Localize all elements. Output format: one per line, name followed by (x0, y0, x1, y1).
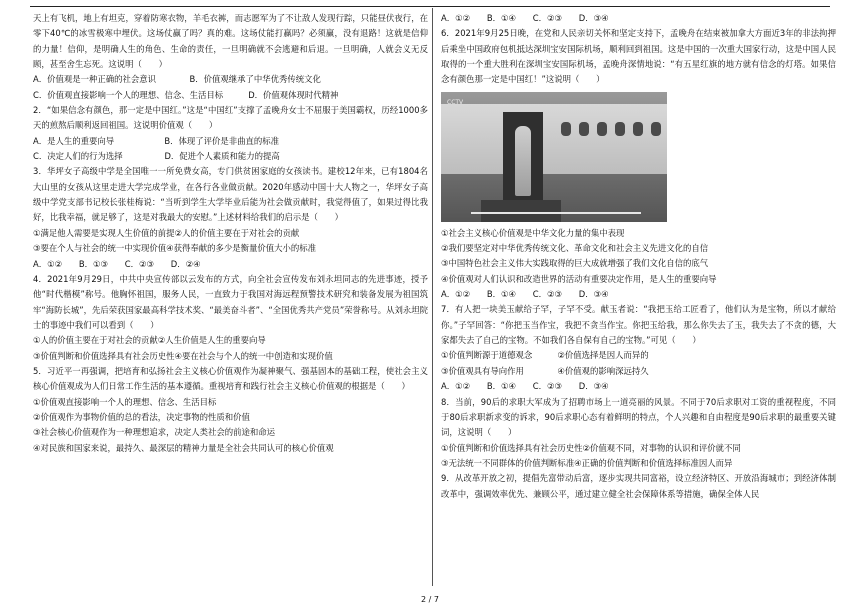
q1-stem: 天上有飞机，地上有坦克，穿着防寒衣物，羊毛衣裤，而志愿军为了不让敌人发现行踪，只能昼伏夜行，在零下40℃的冰雪极寒中埋伏。这场仗赢了吗？真的难。这场仗能打赢吗？必须赢，没有退路！这就是信仰的力量！信仰，是明确人生的角色、生命的责任，一旦明确就不会逃避和后退。一旦明确，人就会义无反顾，甚至舍生忘死。这说明（ ） (33, 13, 428, 70)
news-photo (441, 92, 667, 222)
header-rule (30, 6, 830, 7)
q3-answer-options: A．①② B．①③ C．②③ D．②④ (33, 258, 201, 269)
page-number: 2 / 7 (421, 595, 439, 604)
q6-answer-options: A．①② B．①④ C．②③ D．③④ (441, 289, 609, 300)
q1-options-ab: A．价值观是一种正确的社会意识 B．价值观继承了中华优秀传统文化 (33, 74, 321, 85)
q6-statement-1: ①社会主义核心价值观是中华文化力量的集中表现 (441, 227, 625, 238)
q3-stem: 3．华坪女子高级中学是全国唯一一所免费女高，专门供贫困家庭的女孩读书。建校12年来，已有1804名大山里的女孩从这里走进大学完成学业，在各行各业做贡献。2020年感动中国十大人物之一，华坪女子高级中学党支部书记校长张桂梅说：“当听到学生大学毕业后能为社会做贡献时，我觉得值了，如果过得比我好，比我幸福，就足够了，这是对我最大的安慰。”上述材料给我们的启示是（ ） (33, 166, 428, 223)
broadcast-logo: CCTV (447, 98, 464, 106)
q5-answer-options: A．①② B．①④ C．②③ D．③④ (441, 13, 609, 23)
airplane-fuselage (441, 104, 667, 174)
q5-statement-2: ②价值观作为事物价值的总的看法，决定事物的性质和价值 (33, 411, 250, 422)
q6-statement-2: ②我们要坚定对中华优秀传统文化、革命文化和社会主义先进文化的自信 (441, 243, 709, 254)
q1-options-cd: C．价值观直接影响一个人的理想、信念、生活目标 D．价值观体现时代精神 (33, 89, 339, 100)
q5-stem: 5．习近平一再强调，把培育和弘扬社会主义核心价值观作为凝神聚气、强基固本的基础工程，使社会主义核心价值观成为人们日常工作生活的基本遵循。重视培育和践行社会主义核心价值观的根据是（ ） (33, 365, 428, 392)
q7-statements-1: ①价值判断源于道德观念 ②价值选择是因人而异的 (441, 350, 649, 361)
q5-statement-1: ①价值观直接影响一个人的理想、信念、生活目标 (33, 396, 217, 407)
q2-options-ab: A．是人生的重要向导 B．体现了评价是非曲直的标准 (33, 135, 279, 146)
q7-statements-2: ③价值观具有导向作用 ④价值观的影响深远持久 (441, 365, 649, 376)
q9-stem: 9．从改革开放之初，提倡先富带动后富，逐步实现共同富裕，设立经济特区、开放沿海城市；到经济体制改革中，强调效率优先、兼顾公平，通过建立健全社会保障体系等措施，确保全体人民 (441, 473, 836, 499)
q8-statements-1: ①价值判断和价值选择具有社会历史性②价值观不同，对事物的认识和评价就不同 (441, 442, 741, 453)
person-figure (515, 126, 531, 196)
q6-statement-3: ③中国特色社会主义伟大实践取得的巨大成就增强了我们文化自信的底气 (441, 258, 709, 269)
q8-stem: 8．当前，90后的求职大军成为了招聘市场上一道亮丽的风景。不同于70后求职对工资的重视程度，不同于80后求职新求变的诉求，90后求职心态有着鲜明的特点，个人兴趣和自由程度是90后求职的最重要关键词，这说明（ ） (441, 396, 836, 438)
q2-stem: 2．“如果信念有颜色，那一定是中国红。”这是“中国红”支撑了孟晚舟女士不屈服于美国霸权，历经1000多天的煎熬后顺利返回祖国。这说明价值观（ ） (33, 105, 428, 131)
q3-statements-1: ①满足他人需要是实现人生价值的前提②人的价值主要在于对社会的贡献 (33, 227, 300, 238)
q8-statements-2: ③无法统一不同群体的价值判断标准④正确的价值判断和价值选择标准因人而异 (441, 457, 733, 468)
q6-stem: 6．2021年9月25日晚，在党和人民亲切关怀和坚定支持下，孟晚舟在结束被加拿大方面近3年的非法拘押后乘坐中国政府包机抵达深圳宝安国际机场，顺利回到祖国。这是中国的一次重大国家行动，这是中国人民取得的一个重大胜利在深圳宝安国际机场，孟晚舟深情地说：“有五星红旗的地方就有信念的灯塔。如果信念有颜色那一定是中国红！”这说明（ ） (441, 28, 836, 85)
left-column (33, 11, 428, 456)
stair-rail (471, 212, 641, 214)
q7-answer-options: A．①② B．①④ C．②③ D．③④ (441, 381, 609, 392)
q4-statements-1: ①人的价值主要在于对社会的贡献②人生价值是人生的重要向导 (33, 335, 266, 346)
q5-statement-3: ③社会核心价值观作为一种理想追求，决定人类社会的前途和命运 (33, 427, 276, 438)
column-divider (432, 8, 433, 586)
q4-statements-2: ③价值判断和价值选择具有社会历史性④要在社会与个人的统一中创造和实现价值 (33, 350, 333, 361)
q7-stem: 7．有人把一块美玉献给子罕，子罕不受。献玉者说：“我把玉给工匠看了，他们认为是宝物，所以才献给你。”子罕回答：“你把玉当作宝，我把不贪当作宝。你把玉给我，那么你失去了玉，我失去了不贪的德，大家都失去了自己的宝物。不如我们各自保有自己的宝物。”可见（ ） (441, 304, 836, 346)
q5-statement-4: ④对民族和国家来说，最持久、最深层的精神力量是全社会共同认可的核心价值观 (33, 442, 334, 453)
right-column (441, 11, 836, 502)
q3-statements-2: ③要在个人与社会的统一中实现价值④获得奉献的多少是衡量价值大小的标准 (33, 243, 317, 254)
q6-statement-4: ④价值观对人们认识和改造世界的活动有重要决定作用，是人生的重要向导 (441, 273, 717, 284)
boarding-stairs (481, 200, 561, 222)
q2-options-cd: C．决定人们的行为选择 D．促进个人素质和能力的提高 (33, 151, 280, 162)
q4-stem: 4．2021年9月29日，中共中央宣传部以云发布的方式，向全社会宣传发布刘永坦同志的先进事迹，授予他“时代楷模”称号。他胸怀祖国，服务人民，一直致力于我国对海远程预警技术研究和装备发展为祖国筑牢“海防长城”，先后荣获国家最高科学技术奖、“最美奋斗者”、“全国优秀共产党员”荣誉称号。从刘永坦院士的事迹中我们可以看到（ ） (33, 273, 428, 330)
